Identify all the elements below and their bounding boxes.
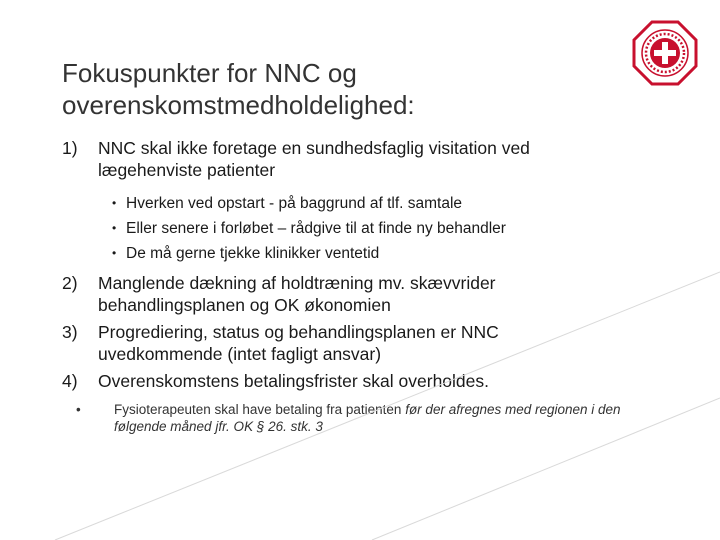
decorative-diagonal-line [372, 398, 720, 540]
sub-bullet-text: De må gerne tjekke klinikker ventetid [126, 245, 380, 262]
decorative-diagonal-line [55, 272, 720, 540]
bullet-dot-icon: • [112, 196, 117, 210]
bullet-dot-icon: • [112, 246, 117, 260]
note-text-italic: før der afregnes med regionen i den følgende måned jfr. OK § 26. stk. 3 [114, 401, 621, 434]
note-text-regular: Fysioterapeuten skal have betaling fra patienten [114, 401, 406, 417]
sub-bullet-text: Hverken ved opstart - på baggrund af tlf. samtale [126, 195, 463, 212]
item-number: 4) [62, 371, 78, 391]
item-number: 1) [62, 138, 78, 158]
item-number: 2) [62, 273, 78, 293]
note-bullet: • [76, 401, 81, 417]
sub-bullet-text: Eller senere i forløbet – rådgive til at finde ny behandler [126, 220, 506, 237]
bullet-dot-icon: • [112, 221, 117, 235]
item-text: Overenskomstens betalingsfrister skal overholdes. [98, 371, 490, 391]
slide-title: Fokuspunkter for NNC og overenskomstmedholdelighed: [62, 58, 415, 120]
item-text: Manglende dækning af holdtræning mv. skævvrider behandlingsplanen og OK økonomien [98, 273, 496, 315]
item-text: NNC skal ikke foretage en sundhedsfaglig visitation ved lægehenviste patienter [98, 138, 530, 180]
item-text: Progrediering, status og behandlingsplanen er NNC uvedkommende (intet fagligt ansvar) [98, 322, 499, 364]
item-number: 3) [62, 322, 78, 342]
